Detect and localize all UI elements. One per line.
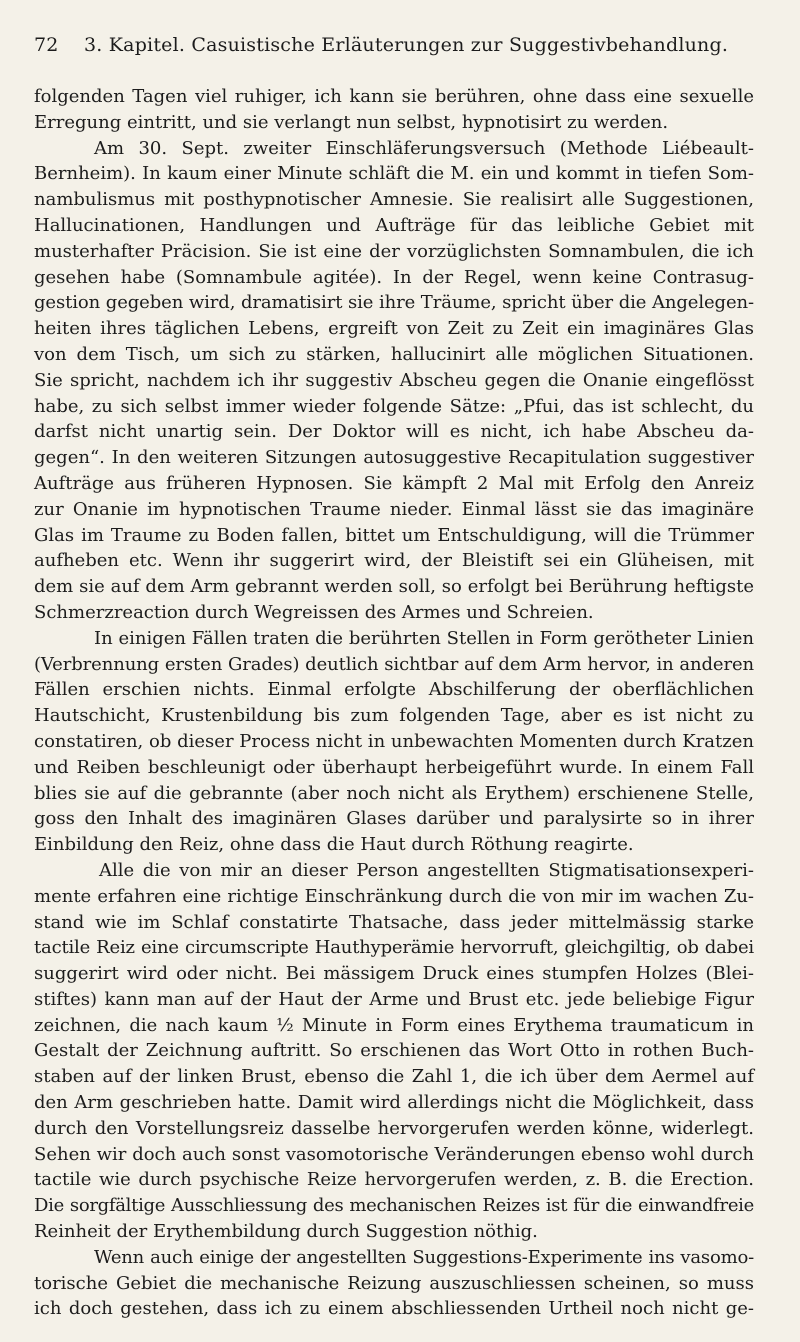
text-line: ich doch gestehen, dass ich zu einem abschliessenden Urtheil noch nicht ge- bbox=[34, 1298, 754, 1320]
text-line: blies sie auf die gebrannte (aber noch nicht als Erythem) erschienene Stelle, bbox=[34, 782, 754, 804]
text-line: stiftes) kann man auf der Haut der Arme und Brust etc. jede beliebige Figur bbox=[34, 988, 754, 1010]
text-line: Gestalt der Zeichnung auftritt. So erschienen das Wort Otto in rothen Buch- bbox=[34, 1040, 754, 1062]
text-line: suggerirt wird oder nicht. Bei mässigem Druck eines stumpfen Holzes (Blei- bbox=[34, 963, 754, 985]
text-line: gegen“. In den weiteren Sitzungen autosuggestive Recapitulation suggestiver bbox=[34, 447, 754, 469]
text-line: durch den Vorstellungsreiz dasselbe hervorgerufen werden könne, widerlegt. bbox=[34, 1117, 754, 1139]
text-line: constatiren, ob dieser Process nicht in unbewachten Momenten durch Kratzen bbox=[34, 730, 754, 752]
page-number: 72 bbox=[34, 34, 59, 56]
text-line: von dem Tisch, um sich zu stärken, hallucinirt alle möglichen Situationen. bbox=[34, 343, 754, 365]
text-line: Bernheim). In kaum einer Minute schläft die M. ein und kommt in tiefen Som- bbox=[34, 163, 754, 185]
text-line: heiten ihres täglichen Lebens, ergreift von Zeit zu Zeit ein imaginäres Glas bbox=[34, 318, 754, 340]
running-title: 3. Kapitel. Casuistische Erläuterungen zur Suggestivbehandlung. bbox=[84, 34, 729, 56]
text-line: staben auf der linken Brust, ebenso die Zahl 1, die ich über dem Aermel auf bbox=[34, 1066, 754, 1088]
text-line: Die sorgfältige Ausschliessung des mechanischen Reizes ist für die einwandfreie bbox=[34, 1195, 754, 1217]
text-line: und Reiben beschleunigt oder überhaupt herbeigeführt wurde. In einem Fall bbox=[34, 756, 754, 778]
text-line: zeichnen, die nach kaum ½ Minute in Form eines Erythema traumaticum in bbox=[34, 1014, 754, 1036]
text-line: Reinheit der Erythembildung durch Suggestion nöthig. bbox=[34, 1221, 538, 1243]
text-line: gestion gegeben wird, dramatisirt sie ihre Träume, spricht über die Angelegen- bbox=[34, 292, 754, 314]
text-line: Hallucinationen, Handlungen und Aufträge für das leibliche Gebiet mit bbox=[34, 214, 754, 236]
text-line: darfst nicht unartig sein. Der Doktor will es nicht, ich habe Abscheu da- bbox=[34, 421, 754, 443]
text-line: musterhafter Präcision. Sie ist eine der vorzüglichsten Somnambulen, die ich bbox=[34, 240, 754, 262]
text-line: habe, zu sich selbst immer wieder folgende Sätze: „Pfui, das ist schlecht, du bbox=[34, 395, 754, 417]
text-line: In einigen Fällen traten die berührten Stellen in Form gerötheter Linien bbox=[94, 627, 754, 649]
text-line: gesehen habe (Somnambule agitée). In der Regel, wenn keine Contrasug- bbox=[34, 266, 754, 288]
text-line: Am 30. Sept. zweiter Einschläferungsversuch (Methode Liébeault- bbox=[94, 137, 754, 159]
text-line: Glas im Traume zu Boden fallen, bittet um Entschuldigung, will die Trümmer bbox=[34, 524, 754, 546]
text-line: tactile wie durch psychische Reize hervorgerufen werden, z. B. die Erection. bbox=[34, 1169, 754, 1191]
text-line: dem sie auf dem Arm gebrannt werden soll, so erfolgt bei Berührung heftigste bbox=[34, 576, 754, 598]
text-line: torische Gebiet die mechanische Reizung auszuschliessen scheinen, so muss bbox=[34, 1272, 754, 1294]
text-line: stand wie im Schlaf constatirte Thatsache, dass jeder mittelmässig starke bbox=[34, 911, 754, 933]
text-line: Aufträge aus früheren Hypnosen. Sie kämpft 2 Mal mit Erfolg den Anreiz bbox=[34, 472, 754, 494]
text-line: Einbildung den Reiz, ohne dass die Haut durch Röthung reagirte. bbox=[34, 834, 634, 856]
text-line: Alle die von mir an dieser Person angestellten Stigmatisationsexperi- bbox=[99, 859, 754, 881]
text-line: folgenden Tagen viel ruhiger, ich kann sie berühren, ohne dass eine sexuelle bbox=[34, 86, 754, 107]
text-line: tactile Reiz eine circumscripte Hauthyperämie hervorruft, gleichgiltig, ob dabei bbox=[34, 937, 754, 959]
text-line: aufheben etc. Wenn ihr suggerirt wird, der Bleistift sei ein Glüheisen, mit bbox=[34, 550, 754, 572]
text-line: nambulismus mit posthypnotischer Amnesie. Sie realisirt alle Suggestionen, bbox=[34, 189, 754, 211]
text-line: Schmerzreaction durch Wegreissen des Armes und Schreien. bbox=[34, 601, 594, 623]
text-line: mente erfahren eine richtige Einschränkung durch die von mir im wachen Zu- bbox=[34, 885, 754, 907]
text-line: Wenn auch einige der angestellten Suggestions-Experimente ins vasomo- bbox=[94, 1246, 754, 1268]
text-line: Fällen erschien nichts. Einmal erfolgte Abschilferung der oberflächlichen bbox=[34, 679, 754, 701]
text-line: goss den Inhalt des imaginären Glases darüber und paralysirte so in ihrer bbox=[34, 808, 754, 830]
body-text bbox=[34, 84, 754, 1322]
text-line: Sie spricht, nachdem ich ihr suggestiv Abscheu gegen die Onanie eingeflösst bbox=[34, 369, 754, 391]
text-line: (Verbrennung ersten Grades) deutlich sichtbar auf dem Arm hervor, in anderen bbox=[34, 653, 754, 675]
text-line: den Arm geschrieben hatte. Damit wird allerdings nicht die Möglichkeit, dass bbox=[34, 1092, 754, 1114]
text-line: zur Onanie im hypnotischen Traume nieder. Einmal lässt sie das imaginäre bbox=[34, 498, 754, 520]
text-line: Erregung eintritt, und sie verlangt nun selbst, hypnotisirt zu werden. bbox=[34, 111, 669, 133]
text-line: Sehen wir doch auch sonst vasomotorische Veränderungen ebenso wohl durch bbox=[34, 1143, 754, 1165]
running-header bbox=[34, 34, 760, 56]
text-line: Hautschicht, Krustenbildung bis zum folgenden Tage, aber es ist nicht zu bbox=[34, 705, 754, 727]
